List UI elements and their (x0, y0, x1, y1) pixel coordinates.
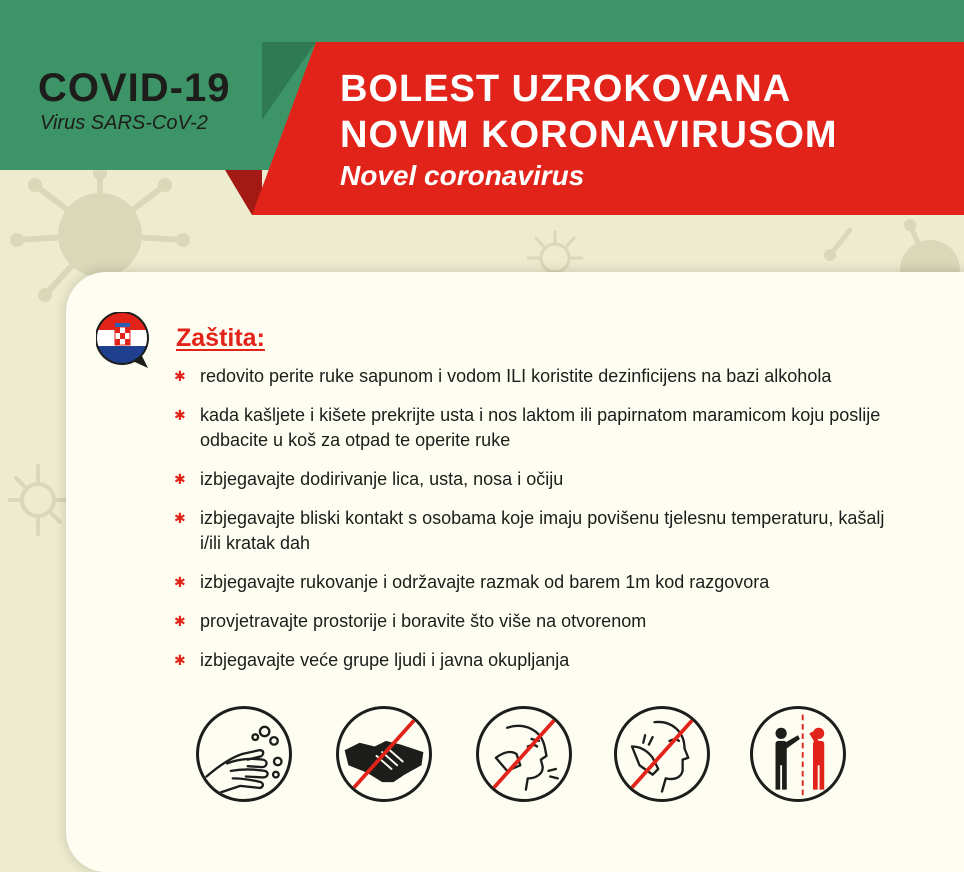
main-title-line1: BOLEST UZROKOVANA (340, 68, 792, 110)
virus-subtitle: Virus SARS-CoV-2 (40, 112, 208, 134)
asterisk-icon: ✱ (174, 368, 186, 384)
asterisk-icon: ✱ (174, 407, 186, 423)
main-title (340, 66, 838, 158)
main-title-line2: NOVIM KORONAVIRUSOM (340, 114, 838, 156)
asterisk-icon: ✱ (174, 613, 186, 629)
list-item: ✱ izbjegavajte bliski kontakt s osobama koje imaju povišenu tjelesnu temperaturu, kašalj i/ili kratak dah (174, 508, 885, 553)
list-item: ✱ provjetravajte prostorije i boravite što više na otvorenom (174, 609, 894, 634)
covid-title: COVID-19 (38, 66, 231, 110)
list-item: ✱ kada kašljete i kišete prekrijte usta i nos laktom ili papirnatom maramicom koju poslije odbacite u koš za otpad te operite ruke (174, 405, 881, 450)
main-subtitle: Novel coronavirus (340, 160, 585, 191)
no-handshake-icon (336, 706, 432, 802)
virus-decoration-small (8, 460, 68, 540)
asterisk-icon: ✱ (174, 652, 186, 668)
list-item: ✱ redovito perite ruke sapunom i vodom ILI koristite dezinficijens na bazi alkohola (174, 364, 894, 389)
list-item: ✱ izbjegavajte dodirivanje lica, usta, nosa i očiju (174, 467, 894, 492)
protection-heading: Zaštita: (176, 324, 265, 352)
cover-cough-icon (614, 706, 710, 802)
list-item: ✱ izbjegavajte rukovanje i održavajte razmak od barem 1m kod razgovora (174, 570, 894, 595)
asterisk-icon: ✱ (174, 471, 186, 487)
no-face-touch-icon (476, 706, 572, 802)
list-item: ✱ izbjegavajte veće grupe ljudi i javna okupljanja (174, 648, 894, 673)
asterisk-icon: ✱ (174, 574, 186, 590)
hand-washing-icon (196, 706, 292, 802)
virus-decoration-top-right (810, 215, 964, 275)
croatian-flag-icon (96, 312, 152, 368)
protection-list (174, 364, 894, 687)
virus-decoration-mid (520, 228, 590, 274)
distance-icon (750, 706, 846, 802)
asterisk-icon: ✱ (174, 510, 186, 526)
